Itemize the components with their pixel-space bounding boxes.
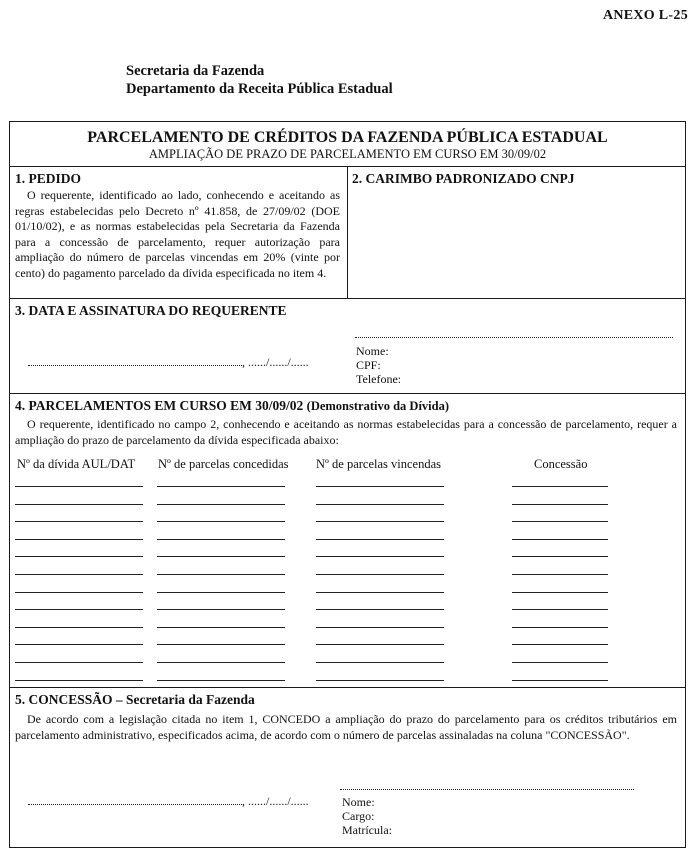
official-role-label: Cargo: (342, 809, 375, 823)
installments-granted-line[interactable] (157, 662, 285, 663)
concession-date-place-line[interactable] (28, 804, 242, 805)
installments-due-line[interactable] (316, 662, 444, 663)
installments-due-line[interactable] (316, 504, 444, 505)
debt-number-line[interactable] (15, 680, 143, 681)
concession-line[interactable] (512, 521, 608, 522)
section4-heading-main: 4. PARCELAMENTOS EM CURSO EM 30/09/02 (15, 398, 304, 413)
organization-header (126, 62, 393, 98)
col-head-concession: Concessão (534, 457, 588, 471)
concession-line[interactable] (512, 644, 608, 645)
installments-granted-line[interactable] (157, 627, 285, 628)
installments-granted-line[interactable] (157, 609, 285, 610)
org-line-1: Secretaria da Fazenda (126, 63, 265, 79)
installments-granted-line[interactable] (157, 521, 285, 522)
section4-text: O requerente, identificado no campo 2, conhecendo e aceitando as normas estabelecidas para a concessão de parcelamento, requer a ampliação do prazo de parcelamento da dívida especificada abaixo: (15, 417, 677, 447)
divider-sec2 (10, 298, 685, 299)
debt-number-line[interactable] (15, 539, 143, 540)
concession-date-field: , ....../....../...... (242, 794, 309, 808)
debt-number-line[interactable] (15, 504, 143, 505)
official-registration-label: Matrícula: (342, 823, 392, 837)
col-head-installments-granted: Nº de parcelas concedidas (158, 457, 289, 471)
official-fields (342, 795, 392, 837)
installments-due-line[interactable] (316, 644, 444, 645)
debt-number-line[interactable] (15, 644, 143, 645)
installments-due-line[interactable] (316, 539, 444, 540)
org-line-2: Departamento da Receita Pública Estadual (126, 81, 393, 97)
form-subtitle: AMPLIAÇÃO DE PRAZO DE PARCELAMENTO EM CURSO EM 30/09/02 (148, 147, 547, 161)
section4-heading (15, 398, 449, 414)
installments-granted-line[interactable] (157, 680, 285, 681)
installments-granted-line[interactable] (157, 504, 285, 505)
concession-line[interactable] (512, 680, 608, 681)
concession-line[interactable] (512, 556, 608, 557)
section2-heading: 2. CARIMBO PADRONIZADO CNPJ (352, 171, 575, 186)
installments-granted-line[interactable] (157, 486, 285, 487)
date-field: , ....../....../...... (242, 355, 309, 369)
concession-line[interactable] (512, 539, 608, 540)
concession-line[interactable] (512, 592, 608, 593)
installments-due-line[interactable] (316, 574, 444, 575)
cnpj-stamp-area[interactable] (350, 190, 680, 294)
signature-line[interactable] (355, 337, 673, 338)
section1-heading: 1. PEDIDO (15, 171, 82, 186)
divider-sec4 (10, 687, 685, 688)
debt-number-line[interactable] (15, 609, 143, 610)
section3-heading: 3. DATA E ASSINATURA DO REQUERENTE (15, 303, 287, 318)
concession-signature-line[interactable] (340, 789, 634, 790)
requester-name-label: Nome: (356, 344, 389, 358)
concession-line[interactable] (512, 574, 608, 575)
installments-due-line[interactable] (316, 609, 444, 610)
installments-granted-line[interactable] (157, 644, 285, 645)
concession-line[interactable] (512, 662, 608, 663)
debt-number-line[interactable] (15, 574, 143, 575)
debt-number-line[interactable] (15, 592, 143, 593)
debt-number-line[interactable] (15, 521, 143, 522)
date-place-line[interactable] (28, 365, 242, 366)
installments-due-line[interactable] (316, 521, 444, 522)
official-name-label: Nome: (342, 795, 375, 809)
debt-number-line[interactable] (15, 662, 143, 663)
concession-line[interactable] (512, 627, 608, 628)
section4-heading-sub: (Demonstrativo da Dívida) (306, 399, 450, 413)
section5-text: De acordo com a legislação citada no item 1, CONCEDO a ampliação do prazo do parcelamento para os créditos tributários em parcelamento administrativo, especificados acima, de acordo com o número de parcelas assinaladas na coluna "CONCESSÃO". (15, 712, 677, 742)
section5-heading: 5. CONCESSÃO – Secretaria da Fazenda (15, 692, 255, 707)
form-title: PARCELAMENTO DE CRÉDITOS DA FAZENDA PÚBLICA ESTADUAL (87, 129, 608, 146)
installments-granted-line[interactable] (157, 556, 285, 557)
installments-due-line[interactable] (316, 592, 444, 593)
installments-due-line[interactable] (316, 627, 444, 628)
installments-due-line[interactable] (316, 486, 444, 487)
divider-sec3 (10, 393, 685, 394)
col-head-installments-due: Nº de parcelas vincendas (316, 457, 441, 471)
requester-cpf-label: CPF: (356, 358, 381, 372)
debt-number-line[interactable] (15, 627, 143, 628)
installments-granted-line[interactable] (157, 539, 285, 540)
col-head-debt-number: Nº da dívida AUL/DAT (17, 457, 136, 471)
installments-due-line[interactable] (316, 680, 444, 681)
annex-label: ANEXO L-25 (602, 8, 688, 23)
debt-number-line[interactable] (15, 486, 143, 487)
divider-sec1-sec2 (347, 166, 348, 298)
concession-line[interactable] (512, 609, 608, 610)
installments-granted-line[interactable] (157, 592, 285, 593)
concession-line[interactable] (512, 486, 608, 487)
debt-number-line[interactable] (15, 556, 143, 557)
concession-line[interactable] (512, 504, 608, 505)
installments-granted-line[interactable] (157, 574, 285, 575)
requester-fields (356, 344, 401, 386)
form-frame (9, 121, 686, 848)
requester-phone-label: Telefone: (356, 372, 402, 386)
installments-due-line[interactable] (316, 556, 444, 557)
section1-text: O requerente, identificado ao lado, conhecendo e aceitando as regras estabelecidas pelo Decreto nº 41.858, de 27/09/02 (DOE 01/10/02), e as normas estabelecidas pela Secretaria da Fazenda para a concessão de parcelamento, requer autorização para ampliação do número de parcelas vincendas em 20% (vinte por cento) do pagamento parcelado da dívida especificada no item 4. (15, 188, 340, 280)
